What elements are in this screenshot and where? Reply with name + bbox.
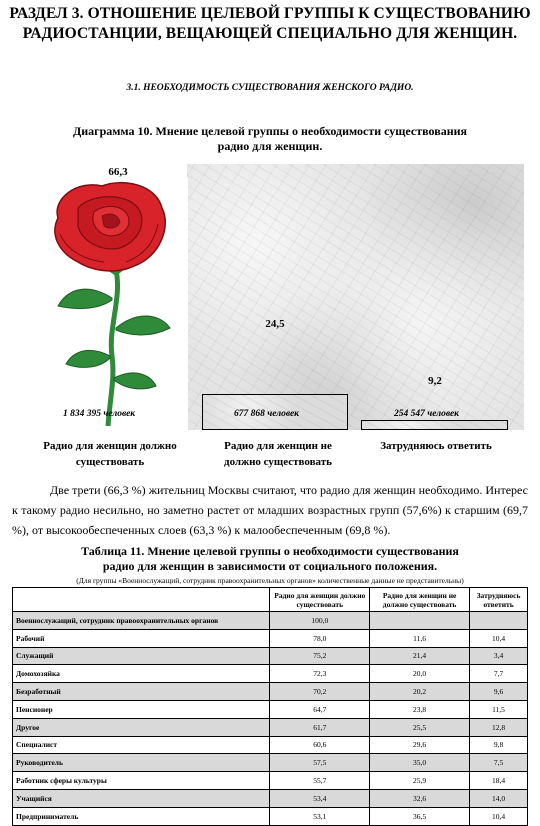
table-title-line1: Таблица 11. Мнение целевой группы о необходимости существования bbox=[81, 544, 459, 558]
row-value-undecided: 14,0 bbox=[470, 789, 528, 807]
row-value-should-not-exist: 32,6 bbox=[370, 789, 470, 807]
row-value-undecided: 10,4 bbox=[470, 629, 528, 647]
diagram-title bbox=[40, 124, 500, 154]
category-label-2-line1: Радио для женщин не bbox=[224, 440, 332, 452]
row-name: Специалист bbox=[13, 736, 270, 754]
row-value-should-not-exist: 25,9 bbox=[370, 772, 470, 790]
row-value-undecided: 7,7 bbox=[470, 665, 528, 683]
row-value-undecided: 9,6 bbox=[470, 683, 528, 701]
header-empty bbox=[13, 588, 270, 612]
table-row bbox=[13, 789, 528, 807]
header-should-exist: Радио для женщин должно существовать bbox=[270, 588, 370, 612]
table-title-line2: радио для женщин в зависимости от социального положения. bbox=[102, 559, 438, 573]
row-value-undecided: 11,5 bbox=[470, 700, 528, 718]
row-value-should-exist: 61,7 bbox=[270, 718, 370, 736]
body-paragraph-text: Две трети (66,3 %) жительниц Москвы считают, что радио для женщин необходимо. Интерес к такому радио несильно, но заметно растет от младших возрастных групп (57,6%) к старшим (69,7 %), от высокообеспеченных слоев (63,3 %) к малообеспеченным (69,8 %). bbox=[12, 483, 528, 537]
row-name: Другое bbox=[13, 718, 270, 736]
diagram-title-line2: радио для женщин. bbox=[217, 139, 323, 153]
category-label-1-line2: существовать bbox=[75, 456, 145, 468]
rose-illustration bbox=[38, 178, 188, 430]
row-value-should-not-exist: 23,8 bbox=[370, 700, 470, 718]
data-table bbox=[12, 587, 528, 826]
table-row bbox=[13, 665, 528, 683]
table-row bbox=[13, 754, 528, 772]
row-value-should-not-exist: 25,5 bbox=[370, 718, 470, 736]
table-row bbox=[13, 772, 528, 790]
body-paragraph bbox=[12, 480, 528, 540]
row-value-should-exist: 75,2 bbox=[270, 647, 370, 665]
row-value-should-not-exist: 21,4 bbox=[370, 647, 470, 665]
table-row bbox=[13, 612, 528, 630]
table-header-row bbox=[13, 588, 528, 612]
row-value-should-not-exist bbox=[370, 612, 470, 630]
table-row bbox=[13, 736, 528, 754]
row-name: Пенсионер bbox=[13, 700, 270, 718]
bar-value-2: 24,5 bbox=[265, 318, 285, 330]
row-value-should-exist: 55,7 bbox=[270, 772, 370, 790]
row-value-should-exist: 57,5 bbox=[270, 754, 370, 772]
table-row bbox=[13, 683, 528, 701]
table-note: (Для группы «Военнослужащий, сотрудник правоохранительных органов» количественные данные не представительны) bbox=[76, 576, 464, 585]
bar-count-2: 677 868 человек bbox=[234, 409, 300, 419]
category-label-1 bbox=[30, 438, 190, 470]
row-value-should-not-exist: 20,0 bbox=[370, 665, 470, 683]
table-row bbox=[13, 718, 528, 736]
table-row bbox=[13, 807, 528, 825]
section-title-line1: РАЗДЕЛ 3. ОТНОШЕНИЕ ЦЕЛЕВОЙ ГРУППЫ К СУЩЕСТВОВАНИЮ bbox=[9, 5, 531, 22]
row-value-should-exist: 53,1 bbox=[270, 807, 370, 825]
table-row bbox=[13, 647, 528, 665]
row-value-undecided: 7,5 bbox=[470, 754, 528, 772]
bar-1-rose bbox=[38, 178, 188, 430]
row-name: Учащийся bbox=[13, 789, 270, 807]
category-label-1-line1: Радио для женщин должно bbox=[43, 440, 177, 452]
row-value-should-not-exist: 36,5 bbox=[370, 807, 470, 825]
row-value-should-exist: 53,4 bbox=[270, 789, 370, 807]
category-label-3 bbox=[356, 438, 516, 454]
bar-count-1: 1 834 395 человек bbox=[63, 409, 136, 419]
header-should-not-exist: Радио для женщин не должно существовать bbox=[370, 588, 470, 612]
row-value-should-exist: 100,0 bbox=[270, 612, 370, 630]
row-value-should-not-exist: 11,6 bbox=[370, 629, 470, 647]
section-title-line2: РАДИОСТАНЦИИ, ВЕЩАЮЩЕЙ СПЕЦИАЛЬНО ДЛЯ ЖЕНЩИН. bbox=[22, 25, 518, 42]
row-value-should-exist: 72,3 bbox=[270, 665, 370, 683]
row-value-should-exist: 60,6 bbox=[270, 736, 370, 754]
row-value-undecided: 18,4 bbox=[470, 772, 528, 790]
row-value-should-not-exist: 29,6 bbox=[370, 736, 470, 754]
category-label-3-line1: Затрудняюсь ответить bbox=[380, 440, 492, 452]
row-name: Предприниматель bbox=[13, 807, 270, 825]
row-value-undecided: 12,8 bbox=[470, 718, 528, 736]
table-row bbox=[13, 629, 528, 647]
bar-count-3: 254 547 человек bbox=[394, 409, 460, 419]
row-value-should-exist: 78,0 bbox=[270, 629, 370, 647]
chart-background bbox=[187, 164, 524, 430]
row-name: Рабочий bbox=[13, 629, 270, 647]
row-value-should-not-exist: 35,0 bbox=[370, 754, 470, 772]
diagram-title-line1: Диаграмма 10. Мнение целевой группы о необходимости существования bbox=[72, 124, 468, 138]
category-label-2 bbox=[198, 438, 358, 470]
header-undecided: Затрудняюсь ответить bbox=[470, 588, 528, 612]
bar-value-1: 66,3 bbox=[108, 166, 128, 178]
bar-value-3: 9,2 bbox=[428, 375, 442, 387]
row-name: Безработный bbox=[13, 683, 270, 701]
subsection-title: 3.1. НЕОБХОДИМОСТЬ СУЩЕСТВОВАНИЯ ЖЕНСКОГО РАДИО. bbox=[126, 83, 414, 93]
row-name: Работник сферы культуры bbox=[13, 772, 270, 790]
row-name: Военнослужащий, сотрудник правоохранительных органов bbox=[13, 612, 270, 630]
category-label-2-line2: должно существовать bbox=[224, 456, 332, 468]
row-value-undecided: 3,4 bbox=[470, 647, 528, 665]
row-value-undecided: 9,8 bbox=[470, 736, 528, 754]
row-value-undecided bbox=[470, 612, 528, 630]
row-value-should-exist: 70,2 bbox=[270, 683, 370, 701]
row-value-should-exist: 64,7 bbox=[270, 700, 370, 718]
section-title bbox=[0, 4, 540, 44]
table-title bbox=[40, 544, 500, 574]
row-value-undecided: 10,4 bbox=[470, 807, 528, 825]
row-value-should-not-exist: 20,2 bbox=[370, 683, 470, 701]
bar-3 bbox=[361, 420, 508, 430]
row-name: Служащий bbox=[13, 647, 270, 665]
row-name: Домохозяйка bbox=[13, 665, 270, 683]
row-name: Руководитель bbox=[13, 754, 270, 772]
table-row bbox=[13, 700, 528, 718]
